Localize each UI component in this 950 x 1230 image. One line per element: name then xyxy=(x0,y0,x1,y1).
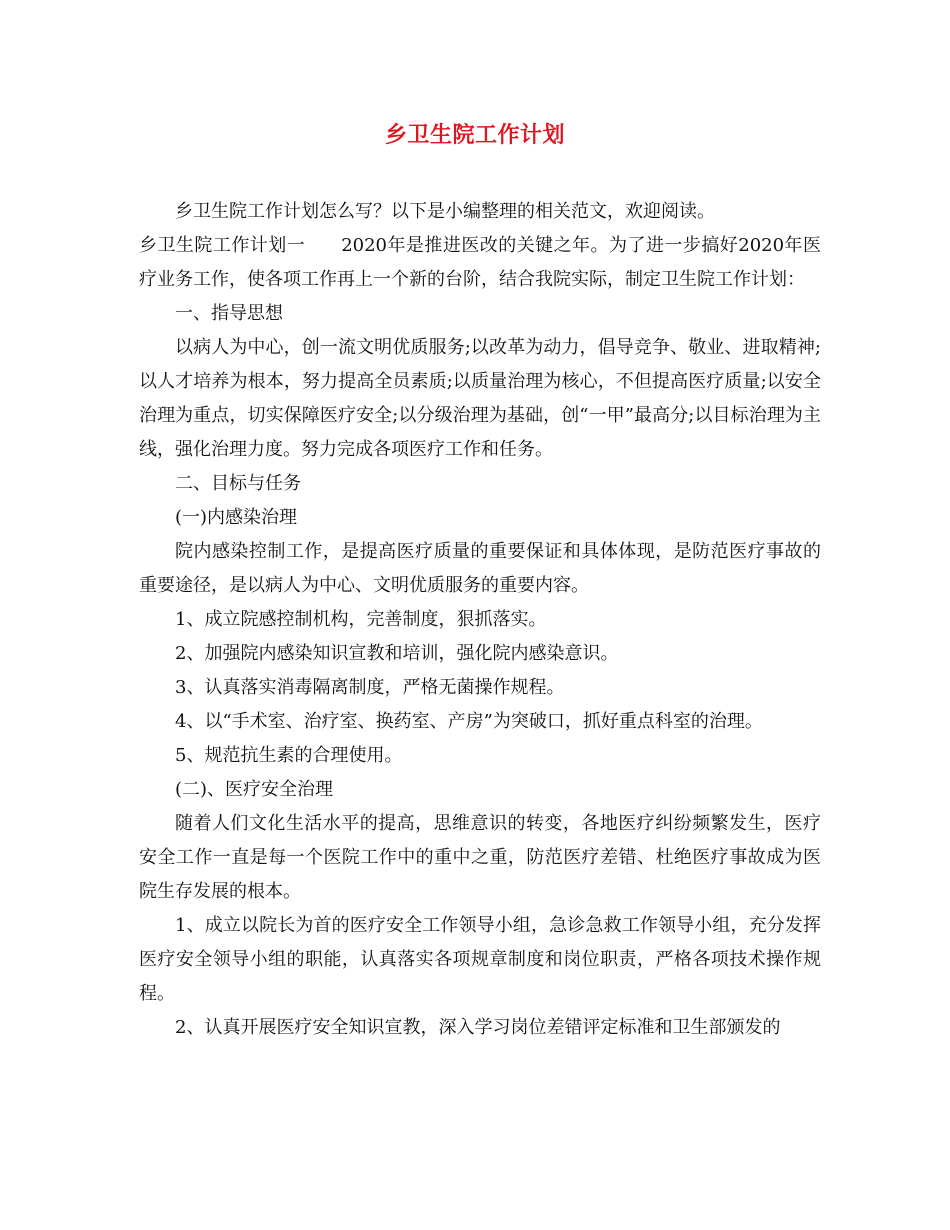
intro-paragraph: 乡卫生院工作计划怎么写？以下是小编整理的相关范文，欢迎阅读。 xyxy=(175,201,715,222)
medical-safety-paragraph: 随着人们文化生活水平的提高，思维意识的转变，各地医疗纠纷频繁发生，医疗安全工作一直是每一个医院工作中的重中之重，防范医疗差错、杜绝医疗事故成为医院生存发展的根本。 xyxy=(139,813,821,902)
plan-one-text: 2020年是推进医改的关键之年。为了进一步搞好2020年医疗业务工作，使各项工作再上一个新的台阶，结合我院实际，制定卫生院工作计划： xyxy=(139,235,822,290)
list-item: 5、规范抗生素的合理使用。 xyxy=(175,745,403,766)
list-item: 2、加强院内感染知识宣教和培训，强化院内感染意识。 xyxy=(175,643,619,664)
subsection-heading-infection-control: (一)内感染治理 xyxy=(175,507,298,528)
list-item: 4、以“手术室、治疗室、换药室、产房”为突破口，抓好重点科室的治理。 xyxy=(175,711,763,732)
document-body xyxy=(139,195,821,1045)
plan-one-paragraph xyxy=(139,229,821,297)
list-item: 1、成立以院长为首的医疗安全工作领导小组，急诊急救工作领导小组，充分发挥医疗安全领导小组的职能，认真落实各项规章制度和岗位职责，严格各项技术操作规程。 xyxy=(139,915,821,1004)
infection-control-paragraph: 院内感染控制工作，是提高医疗质量的重要保证和具体体现，是防范医疗事故的重要途径，是以病人为中心、文明优质服务的重要内容。 xyxy=(139,541,821,596)
subsection-heading-medical-safety: (二)、医疗安全治理 xyxy=(175,779,334,800)
plan-one-heading: 乡卫生院工作计划一 xyxy=(139,235,306,256)
document-title: 乡卫生院工作计划 xyxy=(384,123,565,148)
list-item: 1、成立院感控制机构，完善制度，狠抓落实。 xyxy=(175,609,547,630)
guiding-ideology-paragraph: 以病人为中心，创一流文明优质服务;以改革为动力，倡导竞争、敬业、进取精神;以人才培养为根本，努力提高全员素质;以质量治理为核心，不但提高医疗质量;以安全治理为重点，切实保障医疗安全;以分级治理为基础，创“一甲”最高分;以目标治理为主线，强化治理力度。努力完成各项医疗工作和任务。 xyxy=(139,337,821,460)
list-item: 3、认真落实消毒隔离制度，严格无菌操作规程。 xyxy=(175,677,565,698)
list-item: 2、认真开展医疗安全知识宣教，深入学习岗位差错评定标准和卫生部颁发的 xyxy=(175,1017,781,1038)
section-heading-guiding-ideology: 一、指导思想 xyxy=(175,303,283,324)
section-heading-goals-tasks: 二、目标与任务 xyxy=(175,473,301,494)
